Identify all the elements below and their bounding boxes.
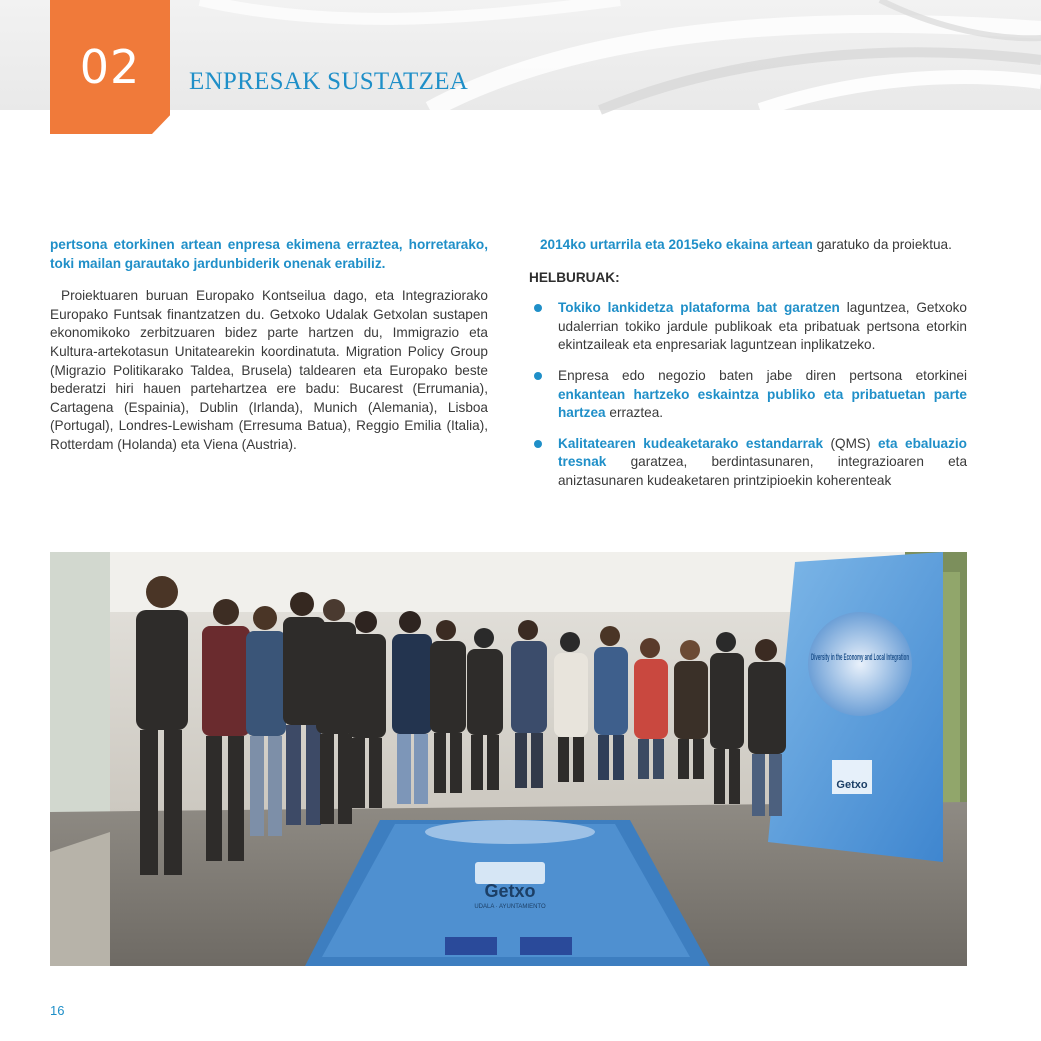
eu-flag-icon (445, 937, 497, 955)
lead-paragraph: pertsona etorkinen artean enpresa ekimena erraztea, horretarako, toki mailan garautako jardunbiderik onenak erabiliz. (50, 237, 488, 271)
floor-logo-text: Getxo (484, 881, 536, 901)
banner-logo-text: Getxo (836, 779, 868, 791)
body-paragraph: Proiektuaren buruan Europako Kontseilua dago, eta Integraziorako Europako Funtsak finantzatzen du. Getxoko Udalak Getxolan sustapen ekonomikoko zerbitzuaren bidez parte hartzen du, Immigrazio eta Kultura-artekotasun Unitatearekin koordinatuta. Migration Policy Group (Migrazio Politikarako Taldea, Brusela) taldearen eta Europako beste bederatzi hiri hauen partehartzea ere badu: Bucarest (Errumania), Cartagena (Espainia), Dublin (Irlanda), Munich (Alemania), Lisboa (Portugal), Londres-Lewisham (Erresuma Batua), Reggio Emilia (Italia), Rotterdam (Holanda) eta Viena (Austria). (50, 288, 488, 452)
list-item: Enpresa edo negozio baten jabe diren pertsona etorkinei enkantean hartzeko eskaintza publiko eta pribatuetan parte hartzea erraztea. (529, 367, 967, 423)
group-photo (50, 552, 967, 966)
banner-text: Diversity in the Economy and Local Integration (811, 652, 909, 662)
objectives-list (529, 299, 967, 490)
objectives-heading: HELBURUAK: (529, 269, 620, 285)
group-photo-illustration (50, 552, 967, 966)
left-column (50, 236, 488, 469)
chapter-number: 02 (79, 40, 141, 94)
list-item: Tokiko lankidetza plataforma bat garatzen laguntzea, Getxoko udalerrian tokiko jardule publikoak eta pribatuak pertsona etorkin ekintzaileak eta enpresariak laguntzean inplikatzeko. (529, 299, 967, 355)
banner-globe (808, 612, 912, 716)
floor-logo-subtext: UDALA · AYUNTAMIENTO (474, 904, 546, 910)
intro-rest: garatuko da proiektua. (812, 237, 952, 252)
list-item: Kalitatearen kudeaketarako estandarrak (QMS) eta ebaluazio tresnak garatzea, berdintasunaren, integrazioaren eta aniztasunaren kudeaketaren printzipioekin koherenteak (529, 435, 967, 491)
right-column (529, 236, 967, 503)
chapter-title: ENPRESAK SUSTATZEA (189, 68, 469, 95)
intro-paragraph (529, 236, 967, 255)
page-number: 16 (50, 1003, 65, 1018)
council-of-europe-icon (520, 937, 572, 955)
intro-highlight: 2014ko urtarrila eta 2015eko ekaina artean (540, 237, 813, 252)
